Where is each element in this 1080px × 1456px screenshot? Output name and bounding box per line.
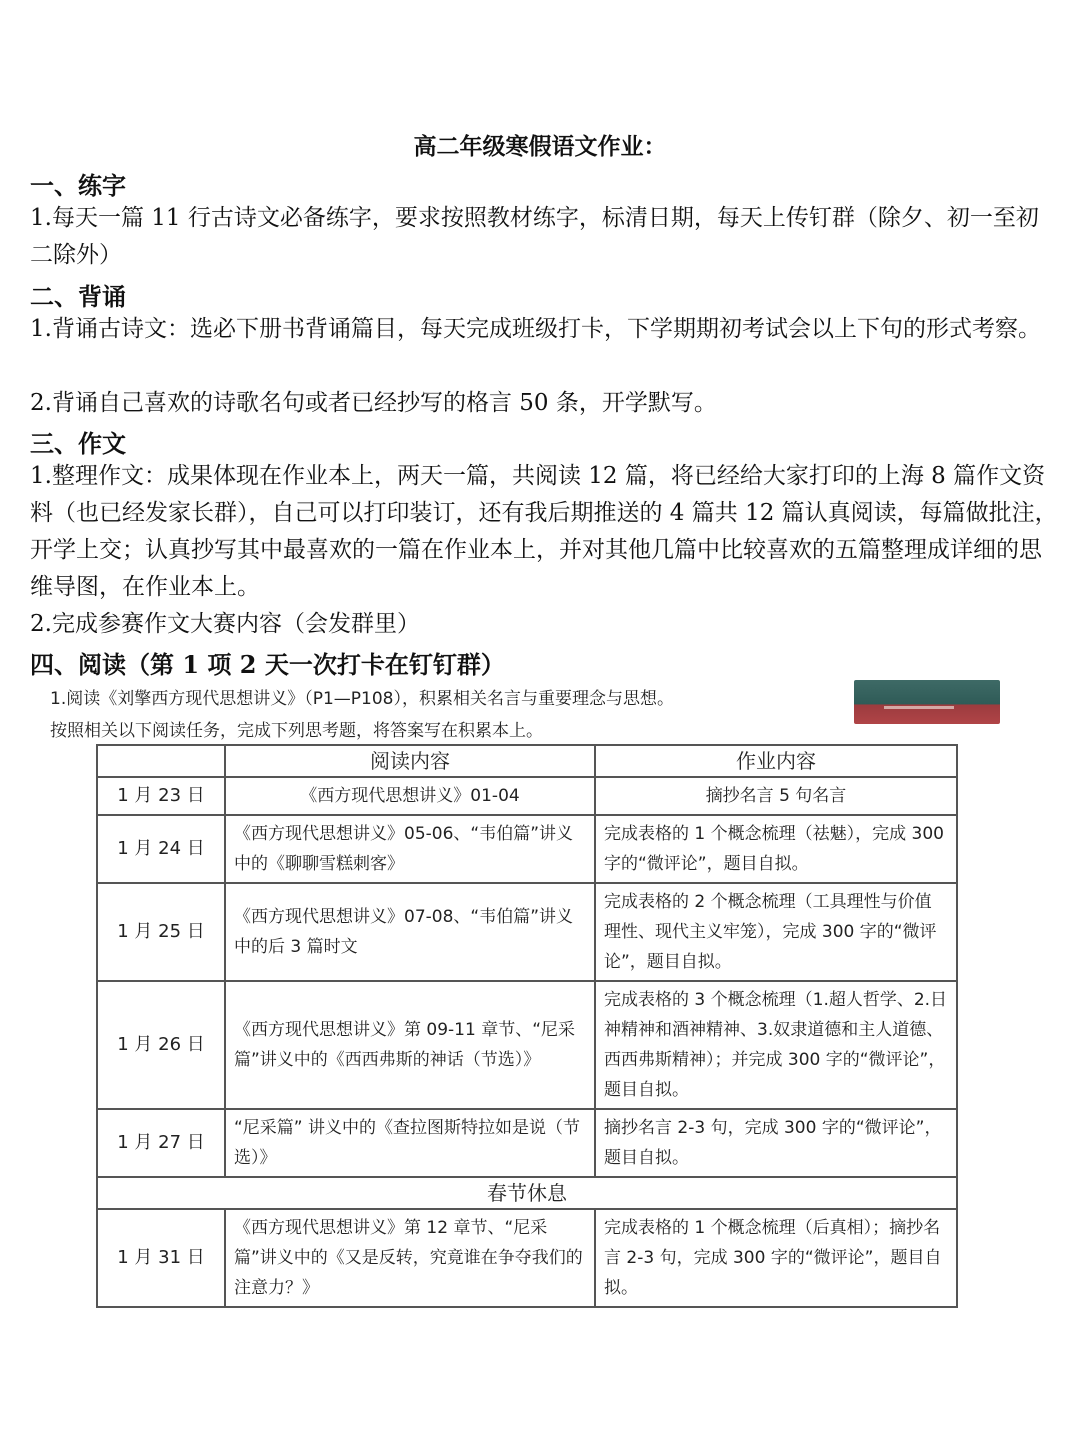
task-cell: 完成表格的 3 个概念梳理（1.超人哲学、2.日神精神和酒神精神、3.奴隶道德和主人道德、西西弗斯精神）；并完成 300 字的“微评论”，题目自拟。 — [595, 981, 957, 1109]
table-header-cell: 作业内容 — [595, 745, 957, 777]
reading-cell: 《西方现代思想讲义》第 09-11 章节、“尼采篇”讲义中的《西西弗斯的神话（节选）》 — [225, 981, 595, 1109]
date-cell: 1 月 31 日 — [97, 1209, 225, 1307]
section-item: 2.背诵自己喜欢的诗歌名句或者已经抄写的格言 50 条，开学默写。 — [30, 390, 717, 416]
reading-cell: 《西方现代思想讲义》05-06、“韦伯篇”讲义中的《聊聊雪糕刺客》 — [225, 815, 595, 883]
date-cell: 1 月 26 日 — [97, 981, 225, 1109]
table-header-cell: 阅读内容 — [225, 745, 595, 777]
table-row — [97, 815, 957, 883]
task-cell: 完成表格的 1 个概念梳理（祛魅），完成 300 字的“微评论”，题目自拟。 — [595, 815, 957, 883]
table-row — [97, 1109, 957, 1177]
section-item: 1.整理作文：成果体现在作业本上，两天一篇，共阅读 12 篇，将已经给大家打印的上海 8 篇作文资料（也已经发家长群），自己可以打印装订，还有我后期推送的 4 篇共 12 篇认真阅读，每篇做批注，开学上交；认真抄写其中最喜欢的一篇在作业本上，并对其他几篇中比较喜欢的五篇整理成详细的思维导图，在作业本上。 — [30, 463, 1058, 600]
reading-cell: 《西方现代思想讲义》01-04 — [225, 777, 595, 815]
table-header-cell — [97, 745, 225, 777]
task-cell: 摘抄名言 2-3 句，完成 300 字的“微评论”，题目自拟。 — [595, 1109, 957, 1177]
reading-intro-line: 1.阅读《刘擎西方现代思想讲义》（P1—P108），积累相关名言与重要理念与思想。 — [50, 689, 674, 709]
section-item: 1.背诵古诗文：选必下册书背诵篇目，每天完成班级打卡，下学期期初考试会以上下句的形式考察。 — [30, 316, 1041, 342]
table-break-row — [97, 1177, 957, 1209]
reading-cell: 《西方现代思想讲义》第 12 章节、“尼采篇”讲义中的《又是反转，究竟谁在争夺我们的注意力？》 — [225, 1209, 595, 1307]
document-title: 高二年级寒假语文作业： — [413, 133, 667, 160]
section-heading-reading: 四、阅读（第 1 项 2 天一次打卡在钉钉群） — [30, 650, 505, 679]
date-cell: 1 月 23 日 — [97, 777, 225, 815]
section-heading-calligraphy: 一、练字 — [30, 171, 126, 200]
task-cell: 完成表格的 2 个概念梳理（工具理性与价值理性、现代主义牢笼），完成 300 字的“微评论”，题目自拟。 — [595, 883, 957, 981]
reading-intro-line: 按照相关以下阅读任务，完成下列思考题，将答案写在积累本上。 — [50, 721, 543, 741]
reading-cell: 《西方现代思想讲义》07-08、“韦伯篇”讲义中的后 3 篇时文 — [225, 883, 595, 981]
table-row — [97, 1209, 957, 1307]
book-cover-image — [854, 680, 1000, 724]
section-heading-recitation: 二、背诵 — [30, 282, 126, 311]
reading-schedule-table — [96, 744, 958, 1308]
spring-festival-break-cell: 春节休息 — [97, 1177, 957, 1209]
reading-cell: “尼采篇” 讲义中的《查拉图斯特拉如是说（节选）》 — [225, 1109, 595, 1177]
table-header-row — [97, 745, 957, 777]
task-cell: 摘抄名言 5 句名言 — [595, 777, 957, 815]
table-row — [97, 883, 957, 981]
section-item: 2.完成参赛作文大赛内容（会发群里） — [30, 611, 420, 637]
section-item: 1.每天一篇 11 行古诗文必备练字，要求按照教材练字，标清日期，每天上传钉群（除夕、初一至初二除外） — [30, 205, 1039, 268]
section-heading-composition: 三、作文 — [30, 429, 126, 458]
reading-task-scan — [48, 680, 1048, 1298]
task-cell: 完成表格的 1 个概念梳理（后真相）；摘抄名言 2-3 句，完成 300 字的“微评论”，题目自拟。 — [595, 1209, 957, 1307]
date-cell: 1 月 27 日 — [97, 1109, 225, 1177]
table-row — [97, 981, 957, 1109]
table-row — [97, 777, 957, 815]
date-cell: 1 月 25 日 — [97, 883, 225, 981]
date-cell: 1 月 24 日 — [97, 815, 225, 883]
